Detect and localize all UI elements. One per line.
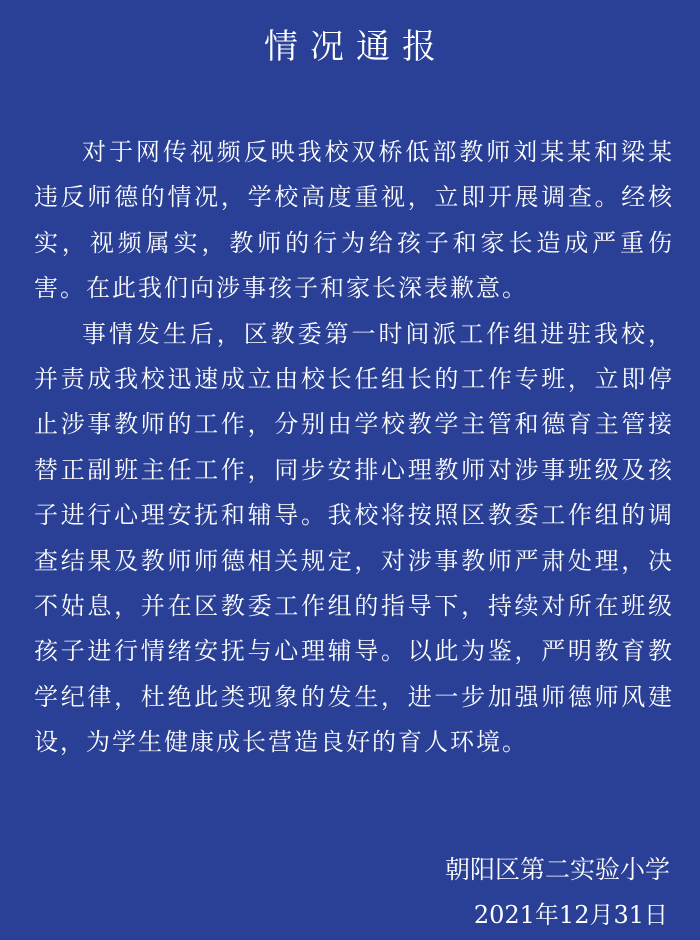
notice-title: 情况通报: [264, 27, 448, 67]
signature-date: 2021年12月31日: [473, 901, 668, 929]
notice-body: [34, 130, 674, 766]
paragraph-2: 事情发生后，区教委第一时间派工作组进驻我校，并责成我校迅速成立由校长任组长的工作专班，立即停止涉事教师的工作，分别由学校教学主管和德育主管接替正副班主任工作，同步安排心理教师对涉事班级及孩子进行心理安抚和辅导。我校将按照区教委工作组的调查结果及教师师德相关规定，对涉事教师严肃处理，决不姑息，并在区教委工作组的指导下，持续对所在班级孩子进行情绪安抚与心理辅导。以此为鉴，严明教育教学纪律，杜绝此类现象的发生，进一步加强师德师风建设，为学生健康成长营造良好的育人环境。: [34, 319, 674, 757]
signature-school-name: 朝阳区第二实验小学: [444, 855, 670, 884]
paragraph-1: 对于网传视频反映我校双桥低部教师刘某某和梁某违反师德的情况，学校高度重视，立即开展调查。经核实，视频属实，教师的行为给孩子和家长造成严重伤害。在此我们向涉事孩子和家长深表歉意。: [34, 138, 674, 303]
